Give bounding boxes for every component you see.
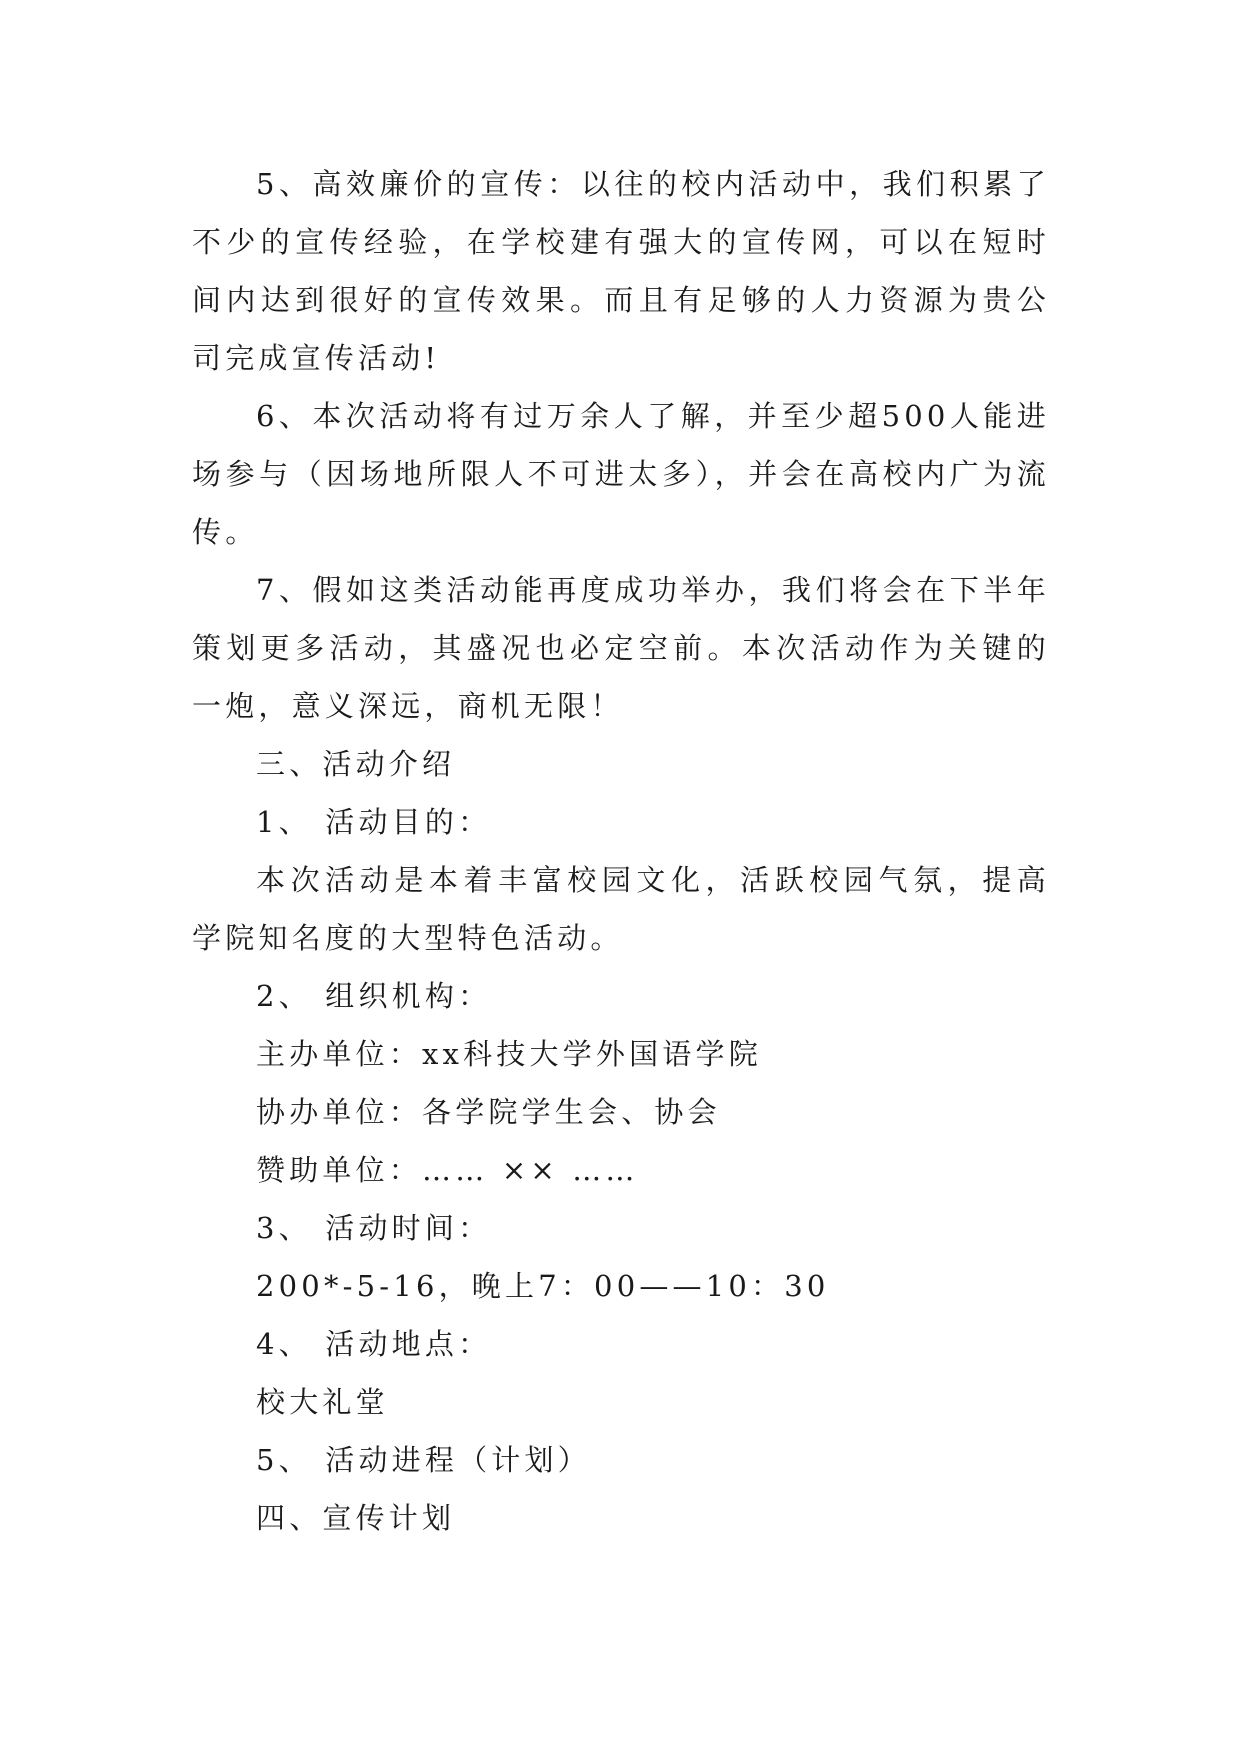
section-heading-activity-intro: 三、活动介绍 — [256, 747, 456, 781]
paragraph-future-plans: 7、假如这类活动能再度成功举办，我们将会在下半年策划更多活动，其盛况也必定空前。本次活动作为关键的一炮，意义深远，商机无限！ — [192, 573, 1050, 723]
sponsor-line: 赞助单位：…… ×× …… — [256, 1153, 639, 1187]
paragraph-audience-reach: 6、本次活动将有过万余人了解，并至少超500人能进场参与（因场地所限人不可进太多），并会在高校内广为流传。 — [192, 399, 1050, 549]
subheading-activity-purpose: 1、 活动目的： — [256, 805, 492, 839]
activity-time-value: 200*-5-16，晚上7：00——10：30 — [256, 1269, 830, 1303]
paragraph-publicity-advantage: 5、高效廉价的宣传：以往的校内活动中，我们积累了不少的宣传经验，在学校建有强大的宣传网，可以在短时间内达到很好的宣传效果。而且有足够的人力资源为贵公司完成宣传活动! — [192, 167, 1050, 375]
section-heading-publicity-plan: 四、宣传计划 — [256, 1501, 456, 1535]
subheading-activity-location: 4、 活动地点： — [256, 1327, 492, 1361]
organizer-line: 主办单位：xx科技大学外国语学院 — [256, 1037, 762, 1071]
subheading-organization: 2、 组织机构： — [256, 979, 492, 1013]
paragraph-activity-purpose: 本次活动是本着丰富校园文化，活跃校园气氛，提高学院知名度的大型特色活动。 — [192, 863, 1050, 955]
document-body — [192, 155, 1050, 1547]
co-organizer-line: 协办单位：各学院学生会、协会 — [256, 1095, 721, 1129]
activity-location-value: 校大礼堂 — [256, 1385, 389, 1419]
subheading-activity-schedule: 5、 活动进程（计划） — [256, 1443, 591, 1477]
subheading-activity-time: 3、 活动时间： — [256, 1211, 492, 1245]
